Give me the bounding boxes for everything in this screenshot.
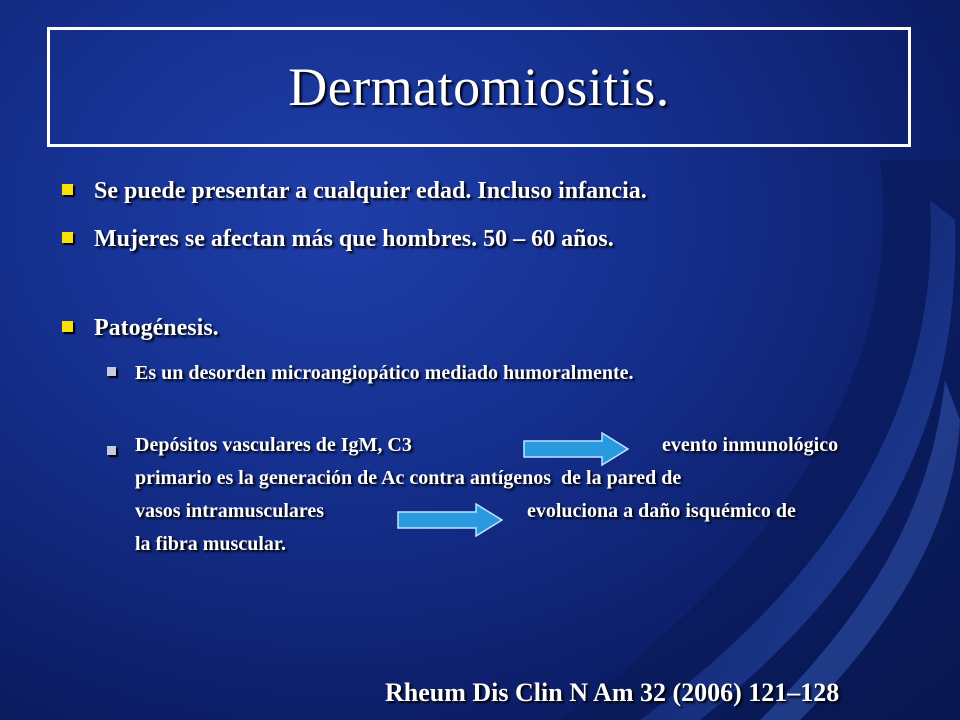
title-box (47, 27, 911, 147)
bullet-item (62, 315, 219, 342)
bullet-item (62, 178, 647, 205)
sub-bullet-text: Es un desorden microangiopático mediado humoralmente. (135, 362, 634, 384)
bullet-item (62, 226, 614, 253)
paragraph-line: evento inmunológico (662, 434, 839, 456)
bullet-square-icon (62, 321, 73, 332)
bullet-square-icon (62, 232, 73, 243)
paragraph-line: primario es la generación de Ac contra antígenos de la pared de (135, 467, 682, 489)
bullet-square-icon (107, 446, 116, 455)
right-arrow-icon (396, 502, 506, 538)
citation: Rheum Dis Clin N Am 32 (2006) 121–128 (385, 678, 840, 707)
slide-title: Dermatomiositis. (288, 57, 670, 117)
paragraph-line: vasos intramusculares (135, 500, 325, 522)
paragraph-line: evoluciona a daño isquémico de (527, 500, 796, 522)
bullet-square-icon (107, 367, 116, 376)
bullet-square-icon (62, 184, 73, 195)
right-arrow-icon (522, 431, 632, 467)
bullet-text: Se puede presentar a cualquier edad. Incluso infancia. (94, 178, 647, 204)
paragraph-line: Depósitos vasculares de IgM, C3 (135, 434, 412, 456)
bullet-text: Mujeres se afectan más que hombres. 50 – 60 años. (94, 226, 614, 252)
paragraph-line: la fibra muscular. (135, 533, 286, 555)
bullet-text: Patogénesis. (94, 315, 219, 341)
sub-bullet-item (107, 362, 634, 385)
